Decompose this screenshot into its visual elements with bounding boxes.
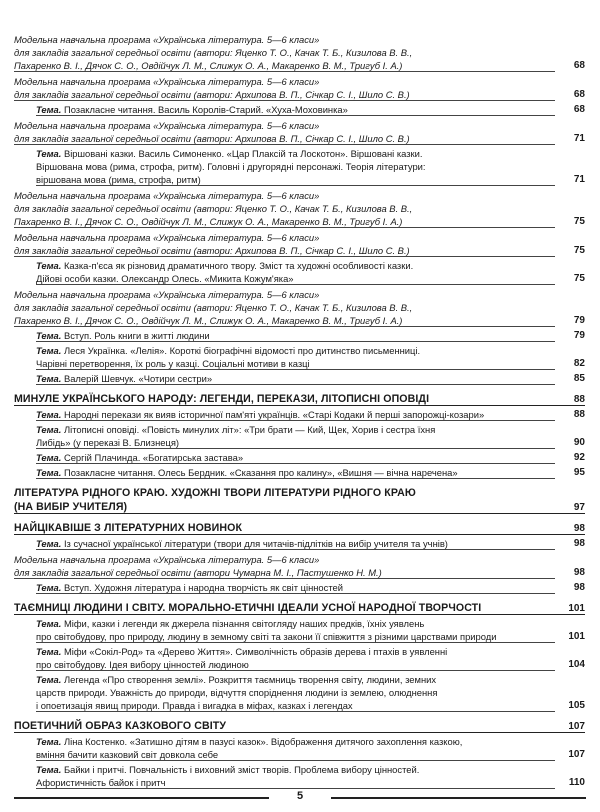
toc-page-number: 98 xyxy=(573,538,585,549)
toc-program-entry xyxy=(14,553,585,579)
separator-line xyxy=(14,100,555,101)
toc-page-number: 68 xyxy=(573,89,585,100)
toc-topic-entry xyxy=(14,581,585,594)
entry-line xyxy=(14,553,571,566)
entry-line xyxy=(14,288,571,301)
entry-text xyxy=(14,486,585,514)
entry-line xyxy=(36,617,571,630)
line-text: Дійові особи казки. Олександр Олесь. «Микита Кожум'яка» xyxy=(36,273,294,284)
entry-text xyxy=(14,189,585,228)
separator-line xyxy=(14,405,585,407)
entry-text xyxy=(14,119,585,145)
toc-topic-entry xyxy=(14,372,585,385)
entry-line xyxy=(36,147,571,160)
entry-text xyxy=(14,75,585,101)
toc-topic-entry xyxy=(14,466,585,479)
toc-page-number: 107 xyxy=(568,721,585,732)
line-text: для закладів загальної середньої освіти (автори: Яценко Т. О., Качак Т. Б., Кизилова В. В., xyxy=(14,203,413,214)
line-text: Ліна Костенко. «Затишно дітям в пазусі казок». Відображення дитячого захоплення казкою, xyxy=(63,736,463,747)
separator-line xyxy=(36,369,555,370)
toc-page-number: 98 xyxy=(573,582,585,593)
separator-line xyxy=(36,115,555,116)
line-text: Позакласне читання. Василь Королів-Старий. «Хуха-Моховинка» xyxy=(63,104,348,115)
toc-topic-entry xyxy=(14,735,585,761)
line-text: Либідь» (у переказі В. Близнеця) xyxy=(36,437,180,448)
topic-label: Тема. xyxy=(36,104,62,115)
toc-page-number: 75 xyxy=(573,245,585,256)
line-text: про світобудову, про природу, людину в земному світі та закони її співжиття з різними царствами природи xyxy=(36,631,497,642)
toc-topic-entry xyxy=(14,645,585,671)
entry-line xyxy=(36,735,571,748)
line-text: Сергій Плачинда. «Богатирська застава» xyxy=(63,452,244,463)
toc-topic-entry xyxy=(14,259,585,285)
toc-page-number: 88 xyxy=(573,394,585,405)
line-text: Міфи «Сокіл-Род» та «Дерево Життя». Символічність образів дерева і птахів в уявленні xyxy=(63,646,448,657)
separator-line xyxy=(36,549,555,550)
entry-text xyxy=(14,423,585,449)
toc-section-heading xyxy=(14,601,585,615)
separator-line xyxy=(14,732,585,734)
line-text: Леся Українка. «Лелія». Короткі біографічні відомості про дитинство письменниці. xyxy=(63,345,421,356)
entry-line xyxy=(36,160,571,173)
topic-label: Тема. xyxy=(36,646,62,657)
entry-text xyxy=(14,553,585,579)
toc-page-number: 85 xyxy=(573,373,585,384)
toc-page-number: 79 xyxy=(573,330,585,341)
separator-line xyxy=(36,642,555,643)
line-text: для закладів загальної середньої освіти (автори: Яценко Т. О., Качак Т. Б., Кизилова В. В., xyxy=(14,302,413,313)
entry-line xyxy=(14,202,571,215)
toc-program-entry xyxy=(14,75,585,101)
line-text: МИНУЛЕ УКРАЇНСЬКОГО НАРОДУ: ЛЕГЕНДИ, ПЕРЕКАЗИ, ЛІТОПИСНІ ОПОВІДІ xyxy=(14,393,430,405)
toc-page-number: 68 xyxy=(573,104,585,115)
toc-topic-entry xyxy=(14,147,585,186)
line-text: царств природи. Уважність до природи, відчуття споріднення людини із землею, олюднення xyxy=(36,687,438,698)
separator-line xyxy=(14,326,555,327)
toc-topic-entry xyxy=(14,329,585,342)
toc-page-number: 71 xyxy=(573,174,585,185)
topic-label: Тема. xyxy=(36,538,62,549)
entry-line xyxy=(36,344,571,357)
footer-rule-right xyxy=(331,797,586,799)
entry-text xyxy=(14,147,585,186)
toc-topic-entry xyxy=(14,763,585,789)
topic-label: Тема. xyxy=(36,582,62,593)
line-text: Казка-п'єса як різновид драматичного твору. Зміст та художні особливості казки. xyxy=(63,260,414,271)
separator-line xyxy=(36,670,555,671)
toc-page-number: 97 xyxy=(573,502,585,513)
separator-line xyxy=(36,711,555,712)
topic-label: Тема. xyxy=(36,260,62,271)
topic-label: Тема. xyxy=(36,330,62,341)
entry-line xyxy=(36,259,571,272)
separator-line xyxy=(36,284,555,285)
line-text: НАЙЦІКАВІШЕ З ЛІТЕРАТУРНИХ НОВИНОК xyxy=(14,522,243,534)
separator-line xyxy=(14,144,555,145)
separator-line xyxy=(36,448,555,449)
separator-line xyxy=(14,256,555,257)
line-text: Чарівні перетворення, їх роль у казці. Соціальні мотиви в казці xyxy=(36,358,310,369)
entry-line xyxy=(36,645,571,658)
entry-text xyxy=(14,288,585,327)
entry-line xyxy=(36,686,571,699)
toc-section-heading xyxy=(14,521,585,535)
line-text: Модельна навчальна програма «Українська література. 5—6 класи» xyxy=(14,289,320,300)
line-text: для закладів загальної середньої освіти (автори: Яценко Т. О., Качак Т. Б., Кизилова В. В., xyxy=(14,47,413,58)
toc-topic-entry xyxy=(14,408,585,421)
toc-page-number: 105 xyxy=(568,700,585,711)
topic-label: Тема. xyxy=(36,345,62,356)
topic-label: Тема. xyxy=(36,618,62,629)
topic-label: Тема. xyxy=(36,424,62,435)
entry-line xyxy=(14,33,571,46)
toc-page-number: 98 xyxy=(573,523,585,534)
entry-text xyxy=(14,763,585,789)
separator-line xyxy=(14,534,585,536)
toc-page-number: 68 xyxy=(573,60,585,71)
entry-text xyxy=(14,259,585,285)
entry-line xyxy=(14,119,571,132)
line-text: Валерій Шевчук. «Чотири сестри» xyxy=(63,373,213,384)
line-text: вміння бачити казковий світ довкола себе xyxy=(36,749,219,760)
toc-topic-entry xyxy=(14,103,585,116)
entry-text xyxy=(14,344,585,370)
line-text: Літописні оповіді. «Повість минулих літ»: «Три брати — Кий, Щек, Хорив і сестра їхня xyxy=(63,424,436,435)
table-of-contents xyxy=(14,30,585,789)
toc-program-entry xyxy=(14,189,585,228)
toc-program-entry xyxy=(14,119,585,145)
separator-line xyxy=(36,185,555,186)
toc-page-number: 98 xyxy=(573,567,585,578)
toc-page-number: 110 xyxy=(568,777,585,788)
toc-topic-entry xyxy=(14,423,585,449)
line-text: Із сучасної української літератури (твори для читачів-підлітків на вибір учителя та учнів) xyxy=(63,538,448,549)
entry-text xyxy=(14,617,585,643)
toc-section-heading xyxy=(14,719,585,733)
toc-topic-entry xyxy=(14,673,585,712)
line-text: Модельна навчальна програма «Українська література. 5—6 класи» xyxy=(14,120,320,131)
separator-line xyxy=(14,513,585,515)
line-text: Легенда «Про створення землі». Розкриття таємниць творення світу, людини, земних xyxy=(63,674,437,685)
line-text: ТАЄМНИЦІ ЛЮДИНИ І СВІТУ. МОРАЛЬНО-ЕТИЧНІ ІДЕАЛИ УСНОЇ НАРОДНОЇ ТВОРЧОСТІ xyxy=(14,602,482,614)
separator-line xyxy=(36,593,555,594)
entry-line xyxy=(36,763,571,776)
line-text: для закладів загальної середньої освіти (автори: Архипова В. П., Січкар С. І., Шило С. В.) xyxy=(14,89,410,100)
line-text: і опоетизація явищ природи. Правда і вигадка в міфах, казках і легендах xyxy=(36,700,353,711)
topic-label: Тема. xyxy=(36,764,62,775)
entry-line xyxy=(36,673,571,686)
line-text: Байки і притчі. Повчальність і виховний зміст творів. Проблема вибору цінностей. xyxy=(63,764,420,775)
line-text: для закладів загальної середньої освіти (автори: Архипова В. П., Січкар С. І., Шило С. В.) xyxy=(14,133,410,144)
toc-page-number: 75 xyxy=(573,273,585,284)
topic-label: Тема. xyxy=(36,674,62,685)
toc-topic-entry xyxy=(14,617,585,643)
line-text: Міфи, казки і легенди як джерела пізнання світогляду наших предків, їхніх уявлень xyxy=(63,618,425,629)
separator-line xyxy=(36,384,555,385)
toc-page-number: 107 xyxy=(568,749,585,760)
entry-line xyxy=(36,423,571,436)
toc-section-heading xyxy=(14,392,585,406)
toc-page-number: 101 xyxy=(568,631,585,642)
separator-line xyxy=(14,71,555,72)
line-text: про світобудову. Ідея вибору цінностей людиною xyxy=(36,659,249,670)
line-text: для закладів загальної середньої освіти (автори: Архипова В. П., Січкар С. І., Шило С. В.) xyxy=(14,245,410,256)
entry-line xyxy=(14,46,571,59)
line-text: Віршована мова (рима, строфа, ритм). Головні і другорядні персонажі. Теорія літератури: xyxy=(36,161,426,172)
line-text: віршована мова (рима, строфа, ритм) xyxy=(36,174,201,185)
page-footer xyxy=(14,789,586,805)
separator-line xyxy=(36,341,555,342)
separator-line xyxy=(36,760,555,761)
separator-line xyxy=(14,578,555,579)
line-text: Модельна навчальна програма «Українська література. 5—6 класи» xyxy=(14,554,320,565)
toc-page-number: 75 xyxy=(573,216,585,227)
line-text: Модельна навчальна програма «Українська література. 5—6 класи» xyxy=(14,190,320,201)
line-text: Вступ. Художня література і народна творчість як світ цінностей xyxy=(63,582,343,593)
toc-program-entry xyxy=(14,33,585,72)
line-text: ПОЕТИЧНИЙ ОБРАЗ КАЗКОВОГО СВІТУ xyxy=(14,720,227,732)
topic-label: Тема. xyxy=(36,373,62,384)
toc-page-number: 104 xyxy=(568,659,585,670)
toc-page-number: 88 xyxy=(573,409,585,420)
line-text: Вступ. Роль книги в житті людини xyxy=(63,330,210,341)
toc-page-number: 90 xyxy=(573,437,585,448)
entry-text xyxy=(14,645,585,671)
toc-page-number: 95 xyxy=(573,467,585,478)
entry-line xyxy=(14,301,571,314)
line-text: Позакласне читання. Олесь Бердник. «Сказання про калину», «Вишня — вічна наречена» xyxy=(63,467,458,478)
line-text: Пахаренко В. І., Дячок С. О., Овдійчук Л. М., Слижук О. А., Макаренко В. М., Тригуб І. А.) xyxy=(14,60,403,71)
entry-text xyxy=(14,673,585,712)
toc-page-number: 92 xyxy=(573,452,585,463)
separator-line xyxy=(36,463,555,464)
entry-line xyxy=(14,189,571,202)
separator-line xyxy=(36,478,555,479)
topic-label: Тема. xyxy=(36,409,62,420)
toc-section-heading xyxy=(14,486,585,514)
line-text: Модельна навчальна програма «Українська література. 5—6 класи» xyxy=(14,34,320,45)
topic-label: Тема. xyxy=(36,736,62,747)
entry-text xyxy=(14,735,585,761)
topic-label: Тема. xyxy=(36,452,62,463)
topic-label: Тема. xyxy=(36,148,62,159)
entry-text xyxy=(14,33,585,72)
toc-page-number: 79 xyxy=(573,315,585,326)
line-text: для закладів загальної середньої освіти (автори Чумарна М. І., Пастушенко Н. М.) xyxy=(14,567,382,578)
page-number: 5 xyxy=(296,790,304,802)
separator-line xyxy=(14,227,555,228)
entry-line xyxy=(14,231,571,244)
line-text: Афористичність байок і притч xyxy=(36,777,166,788)
line-text: Віршовані казки. Василь Симоненко. «Цар Плаксій та Лоскотон». Віршовані казки. xyxy=(63,148,423,159)
toc-page-number: 82 xyxy=(573,358,585,369)
toc-topic-entry xyxy=(14,451,585,464)
toc-topic-entry xyxy=(14,344,585,370)
topic-label: Тема. xyxy=(36,467,62,478)
separator-line xyxy=(14,614,585,616)
line-text: Модельна навчальна програма «Українська література. 5—6 класи» xyxy=(14,76,320,87)
entry-line xyxy=(14,486,551,500)
line-text: Пахаренко В. І., Дячок С. О., Овдійчук Л. М., Слижук О. А., Макаренко В. М., Тригуб І. А.) xyxy=(14,216,403,227)
entry-line xyxy=(14,75,571,88)
line-text: ЛІТЕРАТУРА РІДНОГО КРАЮ. ХУДОЖНІ ТВОРИ ЛІТЕРАТУРИ РІДНОГО КРАЮ xyxy=(14,487,416,499)
line-text: Модельна навчальна програма «Українська література. 5—6 класи» xyxy=(14,232,320,243)
line-text: Народні перекази як вияв історичної пам'яті українців. «Старі Кодаки й перші запорожці-козари» xyxy=(63,409,485,420)
toc-program-entry xyxy=(14,288,585,327)
toc-page-number: 101 xyxy=(568,603,585,614)
entry-text xyxy=(14,231,585,257)
line-text: Пахаренко В. І., Дячок С. О., Овдійчук Л. М., Слижук О. А., Макаренко В. М., Тригуб І. А.) xyxy=(14,315,403,326)
separator-line xyxy=(36,420,555,421)
toc-topic-entry xyxy=(14,537,585,550)
toc-page-number: 71 xyxy=(573,133,585,144)
toc-program-entry xyxy=(14,231,585,257)
line-text: (НА ВИБІР УЧИТЕЛЯ) xyxy=(14,501,128,513)
